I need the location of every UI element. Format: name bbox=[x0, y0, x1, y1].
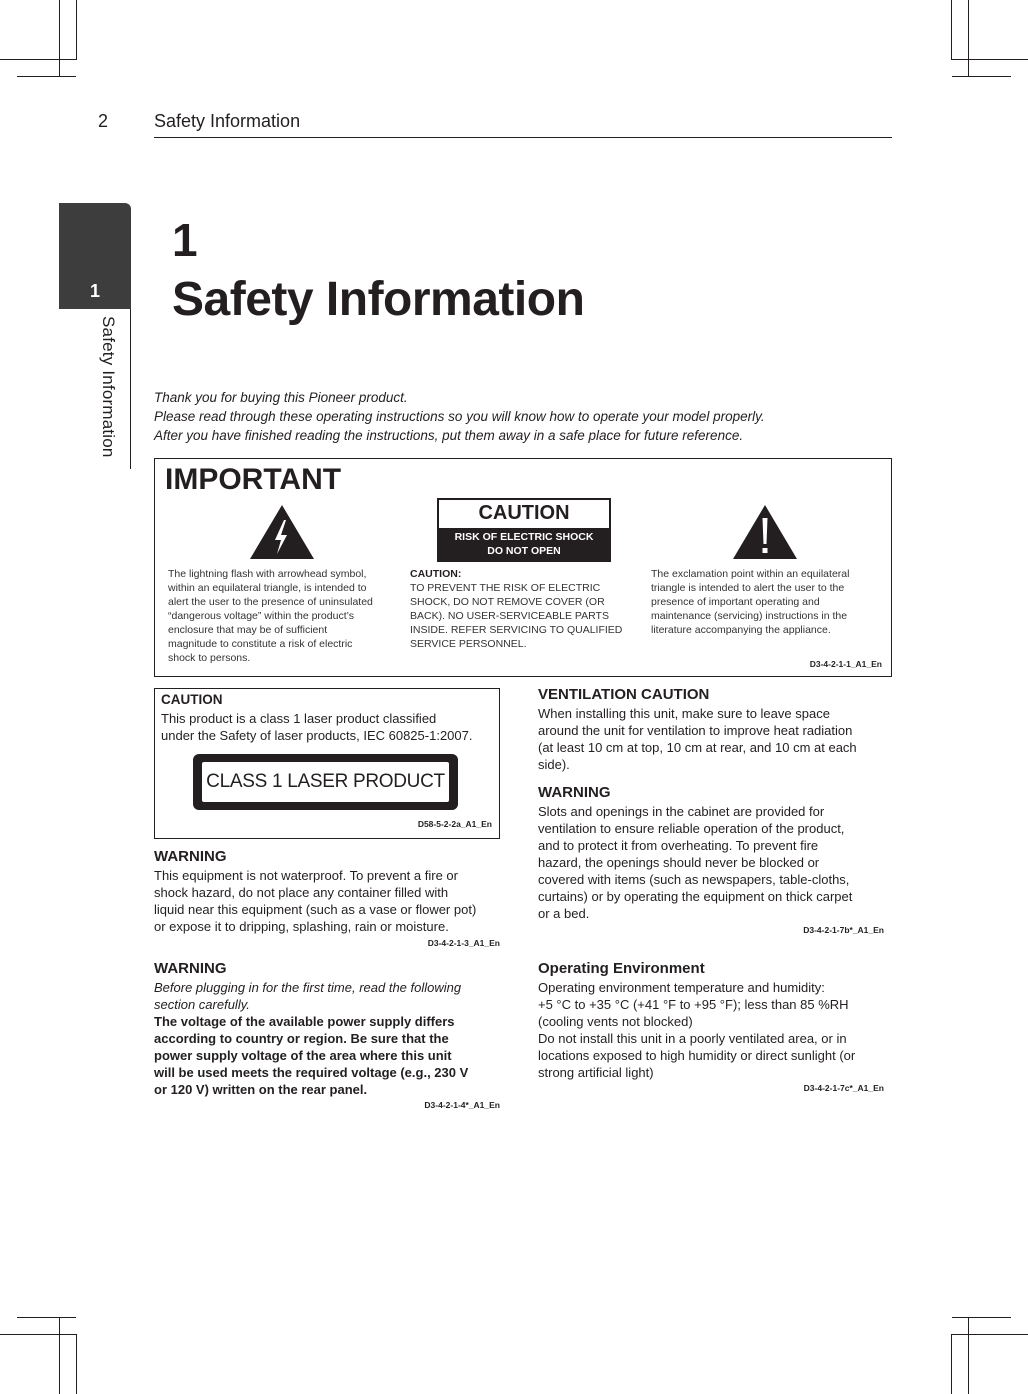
text-line: literature accompanying the appliance. bbox=[651, 624, 831, 636]
document-code: D58-5-2-2a_A1_En bbox=[417, 819, 492, 829]
warning-heading: WARNING bbox=[154, 848, 227, 865]
text-line: will be used meets the required voltage (e.g., 230 V bbox=[154, 1065, 469, 1080]
running-header-title: Safety Information bbox=[154, 111, 301, 131]
text-line: The exclamation point within an equilateral bbox=[651, 568, 850, 580]
text-line: or a bed. bbox=[538, 906, 590, 921]
caution-label-line: DO NOT OPEN bbox=[487, 545, 561, 557]
text-line: The lightning flash with arrowhead symbol, bbox=[168, 568, 367, 580]
text-line: according to country or region. Be sure that the bbox=[154, 1031, 449, 1046]
crop-mark bbox=[59, 1318, 60, 1394]
chapter-number: 1 bbox=[172, 214, 198, 266]
intro-paragraph bbox=[154, 388, 765, 445]
text-line: shock hazard, do not place any container filled with bbox=[154, 885, 449, 900]
text-line: hazard, the openings should never be blocked or bbox=[538, 855, 820, 870]
text-line: (at least 10 cm at top, 10 cm at rear, and 10 cm at each bbox=[538, 740, 857, 755]
text-line: under the Safety of laser products, IEC 60825-1:2007. bbox=[161, 728, 473, 743]
intro-line: After you have finished reading the instructions, put them away in a safe place for future reference. bbox=[154, 428, 744, 443]
warning-text bbox=[538, 803, 852, 922]
document-code: D3-4-2-1-7b*_A1_En bbox=[803, 925, 884, 935]
crop-mark bbox=[0, 59, 76, 60]
document-code: D3-4-2-1-4*_A1_En bbox=[424, 1100, 500, 1110]
text-line: maintenance (servicing) instructions in the bbox=[651, 610, 848, 622]
text-line: power supply voltage of the area where this unit bbox=[154, 1048, 452, 1063]
text-line: alert the user to the presence of uninsulated bbox=[168, 596, 373, 608]
laser-caution-heading: CAUTION bbox=[161, 692, 223, 707]
crop-mark bbox=[76, 0, 77, 60]
operating-environment-heading: Operating Environment bbox=[538, 960, 705, 977]
caution-label-subtitle bbox=[439, 528, 609, 560]
text-line: TO PREVENT THE RISK OF ELECTRIC bbox=[410, 582, 601, 594]
text-line: When installing this unit, make sure to leave space bbox=[538, 706, 830, 721]
crop-mark bbox=[968, 1318, 969, 1394]
text-line: liquid near this equipment (such as a vase or flower pot) bbox=[154, 902, 477, 917]
crop-mark bbox=[0, 1334, 76, 1335]
text-line: (cooling vents not blocked) bbox=[538, 1014, 693, 1029]
chapter-title: Safety Information bbox=[172, 273, 585, 326]
text-line: enclosure that may be of sufficient bbox=[168, 624, 328, 636]
crop-mark bbox=[952, 59, 1028, 60]
power-supply-warning-text bbox=[154, 979, 468, 1098]
text-line: magnitude to constitute a risk of electric bbox=[168, 638, 353, 650]
text-line: This equipment is not waterproof. To prevent a fire or bbox=[154, 868, 458, 883]
intro-line: Please read through these operating instructions so you will know how to operate your model properly. bbox=[154, 409, 765, 424]
ventilation-heading: VENTILATION CAUTION bbox=[538, 686, 710, 703]
crop-mark bbox=[968, 0, 969, 76]
laser-caution-text bbox=[161, 710, 472, 744]
crop-mark bbox=[951, 1334, 952, 1394]
text-line: This product is a class 1 laser product classified bbox=[161, 711, 437, 726]
caution-heading: CAUTION: bbox=[410, 568, 462, 580]
text-line: or expose it to dripping, splashing, rain or moisture. bbox=[154, 919, 449, 934]
crop-mark bbox=[952, 76, 1011, 77]
crop-mark bbox=[59, 0, 60, 76]
lightning-warning-icon bbox=[249, 504, 315, 560]
text-line: Operating environment temperature and humidity: bbox=[538, 980, 825, 995]
text-line: ventilation to ensure reliable operation of the product, bbox=[538, 821, 845, 836]
intro-line: Thank you for buying this Pioneer product. bbox=[154, 390, 408, 405]
text-line: SERVICE PERSONNEL. bbox=[410, 638, 527, 650]
text-line: The voltage of the available power supply differs bbox=[154, 1014, 455, 1029]
exclamation-description bbox=[651, 567, 883, 637]
chapter-tab-rule bbox=[130, 309, 131, 469]
text-line: SHOCK, DO NOT REMOVE COVER (OR bbox=[410, 596, 605, 608]
document-code: D3-4-2-1-3_A1_En bbox=[427, 938, 500, 948]
caution-description bbox=[410, 567, 642, 651]
laser-product-label-text: CLASS 1 LASER PRODUCT bbox=[202, 762, 449, 802]
caution-label-line: RISK OF ELECTRIC SHOCK bbox=[454, 531, 594, 543]
caution-shock-label bbox=[437, 498, 611, 562]
document-code: D3-4-2-1-1_A1_En bbox=[809, 659, 882, 669]
text-line: presence of important operating and bbox=[651, 596, 820, 608]
crop-mark bbox=[76, 1334, 77, 1394]
text-line: covered with items (such as newspapers, table-cloths, bbox=[538, 872, 850, 887]
crop-mark bbox=[17, 1317, 76, 1318]
text-line: strong artificial light) bbox=[538, 1065, 654, 1080]
operating-environment-text bbox=[538, 979, 855, 1081]
text-line: within an equilateral triangle, is intended to bbox=[168, 582, 367, 594]
text-line: around the unit for ventilation to improve heat radiation bbox=[538, 723, 853, 738]
chapter-tab-label: Safety Information bbox=[99, 316, 118, 458]
crop-mark bbox=[952, 1317, 1011, 1318]
text-line: shock to persons. bbox=[168, 652, 251, 664]
text-line: Slots and openings in the cabinet are provided for bbox=[538, 804, 825, 819]
text-line: section carefully. bbox=[154, 997, 250, 1012]
page-number: 2 bbox=[98, 111, 109, 131]
text-line: Do not install this unit in a poorly ventilated area, or in bbox=[538, 1031, 847, 1046]
ventilation-text bbox=[538, 705, 857, 773]
document-code: D3-4-2-1-7c*_A1_En bbox=[803, 1083, 884, 1093]
warning-text bbox=[154, 867, 476, 935]
text-line: side). bbox=[538, 757, 570, 772]
text-line: and to protect it from overheating. To prevent fire bbox=[538, 838, 819, 853]
header-rule bbox=[154, 137, 892, 138]
text-line: INSIDE. REFER SERVICING TO QUALIFIED bbox=[410, 624, 623, 636]
lightning-description bbox=[168, 567, 400, 665]
crop-mark bbox=[951, 0, 952, 60]
crop-mark bbox=[952, 1334, 1028, 1335]
crop-mark bbox=[17, 76, 76, 77]
text-line: +5 °C to +35 °C (+41 °F to +95 °F); less than 85 %RH bbox=[538, 997, 849, 1012]
text-line: “dangerous voltage” within the product’s bbox=[168, 610, 355, 622]
exclamation-warning-icon bbox=[732, 504, 798, 560]
warning-heading: WARNING bbox=[538, 784, 611, 801]
important-title: IMPORTANT bbox=[165, 463, 342, 496]
text-line: or 120 V) written on the rear panel. bbox=[154, 1082, 368, 1097]
text-line: Before plugging in for the first time, read the following bbox=[154, 980, 462, 995]
text-line: triangle is intended to alert the user to the bbox=[651, 582, 845, 594]
text-line: locations exposed to high humidity or direct sunlight (or bbox=[538, 1048, 856, 1063]
text-line: BACK). NO USER-SERVICEABLE PARTS bbox=[410, 610, 609, 622]
warning-heading: WARNING bbox=[154, 960, 227, 977]
caution-label-title: CAUTION bbox=[478, 502, 570, 524]
text-line: curtains) or by operating the equipment on thick carpet bbox=[538, 889, 853, 904]
chapter-tab-number: 1 bbox=[89, 281, 100, 301]
